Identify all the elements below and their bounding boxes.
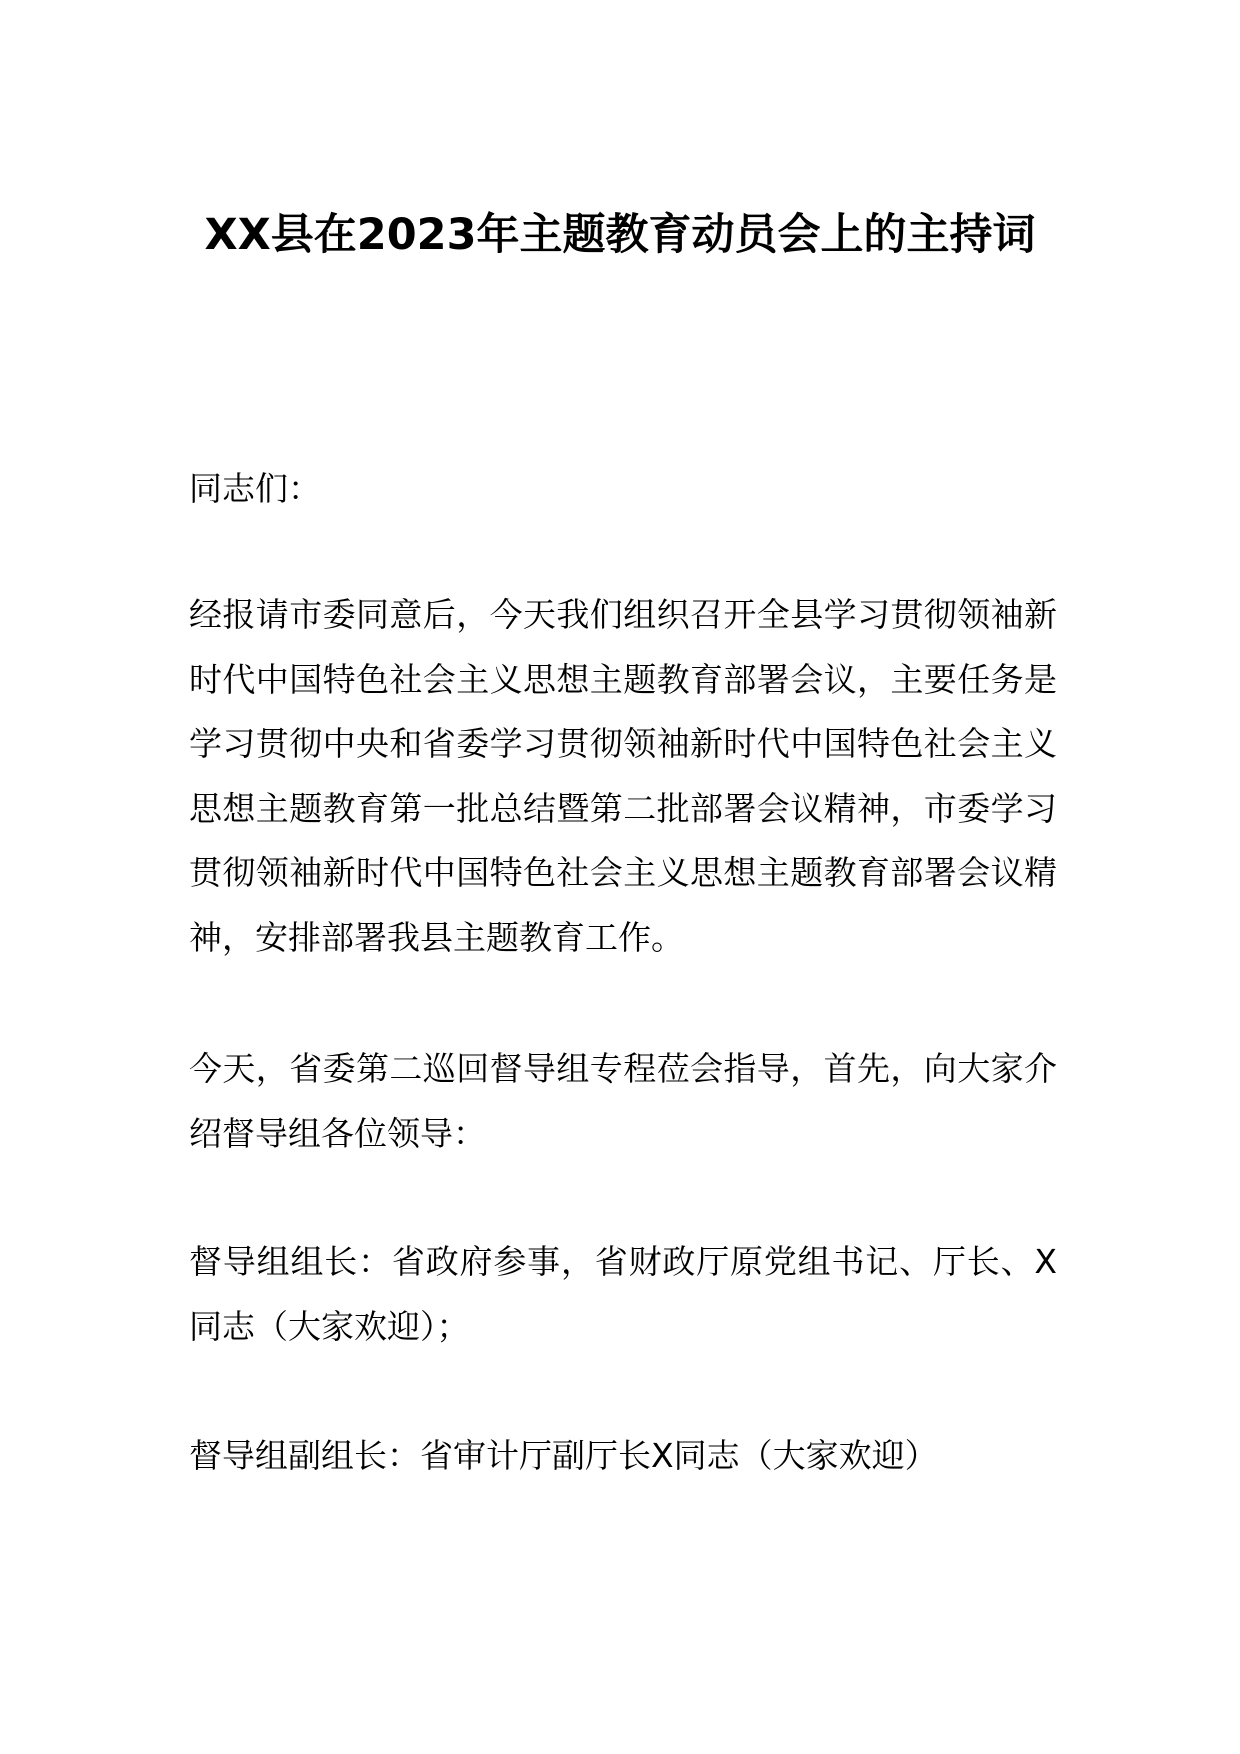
salutation-paragraph: 同志们： bbox=[189, 469, 321, 508]
document-title: XX县在2023年主题教育动员会上的主持词 bbox=[204, 210, 1036, 260]
team-leader-paragraph: 督导组组长：省政府参事，省财政厅原党组书记、厅长、X同志（大家欢迎）； bbox=[189, 1242, 1057, 1346]
deputy-leader-paragraph: 督导组副组长：省审计厅副厅长X同志（大家欢迎） bbox=[189, 1436, 938, 1475]
supervision-intro-paragraph: 今天，省委第二巡回督导组专程莅会指导，首先，向大家介绍督导组各位领导： bbox=[189, 1049, 1057, 1153]
intro-paragraph: 经报请市委同意后，今天我们组织召开全县学习贯彻领袖新时代中国特色社会主义思想主题教育部署会议，主要任务是学习贯彻中央和省委学习贯彻领袖新时代中国特色社会主义思想主题教育第一批总结暨第二批部署会议精神，市委学习贯彻领袖新时代中国特色社会主义思想主题教育部署会议精神，安排部署我县主题教育工作。 bbox=[189, 595, 1057, 957]
